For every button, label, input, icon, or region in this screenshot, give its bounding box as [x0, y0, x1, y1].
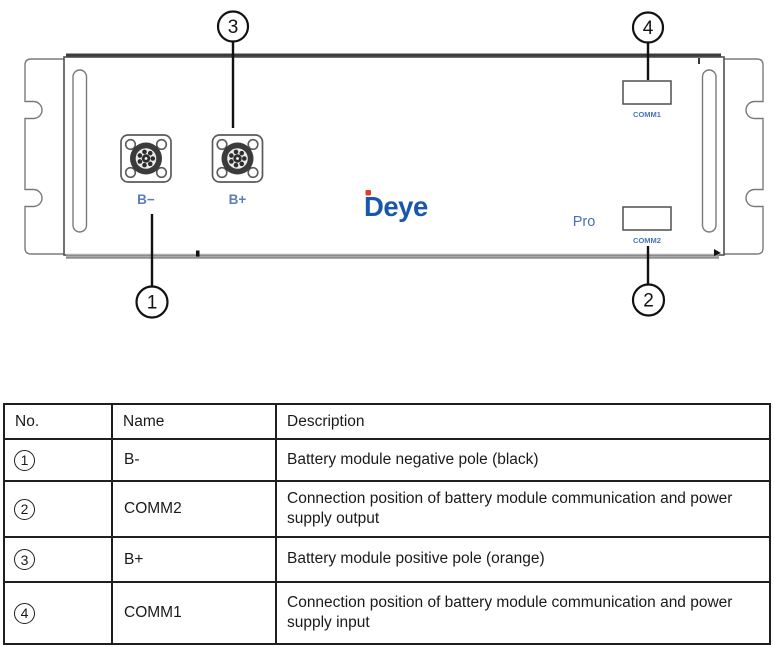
- header-description: Description: [276, 404, 770, 439]
- table-header-row: [4, 404, 770, 439]
- table-row: [4, 582, 770, 644]
- b-minus-connector[interactable]: [121, 135, 171, 182]
- row1-name: B-: [112, 439, 276, 481]
- row2-no: [4, 481, 112, 537]
- circled-number: 1: [14, 450, 35, 471]
- model-variant-label: Pro: [572, 214, 596, 230]
- row4-description: Connection position of battery module communication and power supply input: [276, 582, 770, 644]
- callout-2: [633, 285, 664, 316]
- left-handle-slot: [73, 70, 87, 232]
- comm1-label: COMM1: [633, 110, 661, 119]
- svg-text:1: 1: [146, 292, 158, 314]
- row4-no: [4, 582, 112, 644]
- panel-bottom-tick-left: [196, 251, 200, 257]
- row3-no: [4, 537, 112, 582]
- row3-description: Battery module positive pole (orange): [276, 537, 770, 582]
- row1-no: [4, 439, 112, 481]
- logo-text: Deye: [364, 191, 428, 222]
- table-row: [4, 439, 770, 481]
- comm2-label: COMM2: [633, 236, 661, 245]
- table-row: [4, 481, 770, 537]
- svg-text:3: 3: [227, 17, 239, 38]
- right-handle-slot: [703, 70, 717, 232]
- callout-4: [633, 13, 663, 43]
- svg-text:2: 2: [643, 290, 654, 312]
- callout-1: [137, 287, 168, 318]
- right-mounting-ear: [722, 59, 763, 254]
- circled-number: 3: [14, 549, 35, 570]
- circled-number: 4: [14, 603, 35, 624]
- left-mounting-ear: [25, 59, 66, 254]
- svg-text:4: 4: [642, 18, 654, 39]
- row3-name: B+: [112, 537, 276, 582]
- comm2-port[interactable]: [623, 207, 671, 230]
- comm1-port[interactable]: [623, 81, 671, 104]
- b-minus-label: B−: [137, 192, 155, 207]
- b-plus-label: B+: [228, 192, 247, 207]
- deye-logo: [364, 190, 428, 222]
- table-row: [4, 537, 770, 582]
- circled-number: 2: [14, 499, 35, 520]
- row2-description: Connection position of battery module communication and power supply output: [276, 481, 770, 537]
- row4-name: COMM1: [112, 582, 276, 644]
- header-name: Name: [112, 404, 276, 439]
- row1-description: Battery module negative pole (black): [276, 439, 770, 481]
- row2-name: COMM2: [112, 481, 276, 537]
- b-plus-connector[interactable]: [213, 135, 263, 182]
- port-description-table: [3, 403, 771, 645]
- callout-3: [218, 12, 248, 42]
- header-no: No.: [4, 404, 112, 439]
